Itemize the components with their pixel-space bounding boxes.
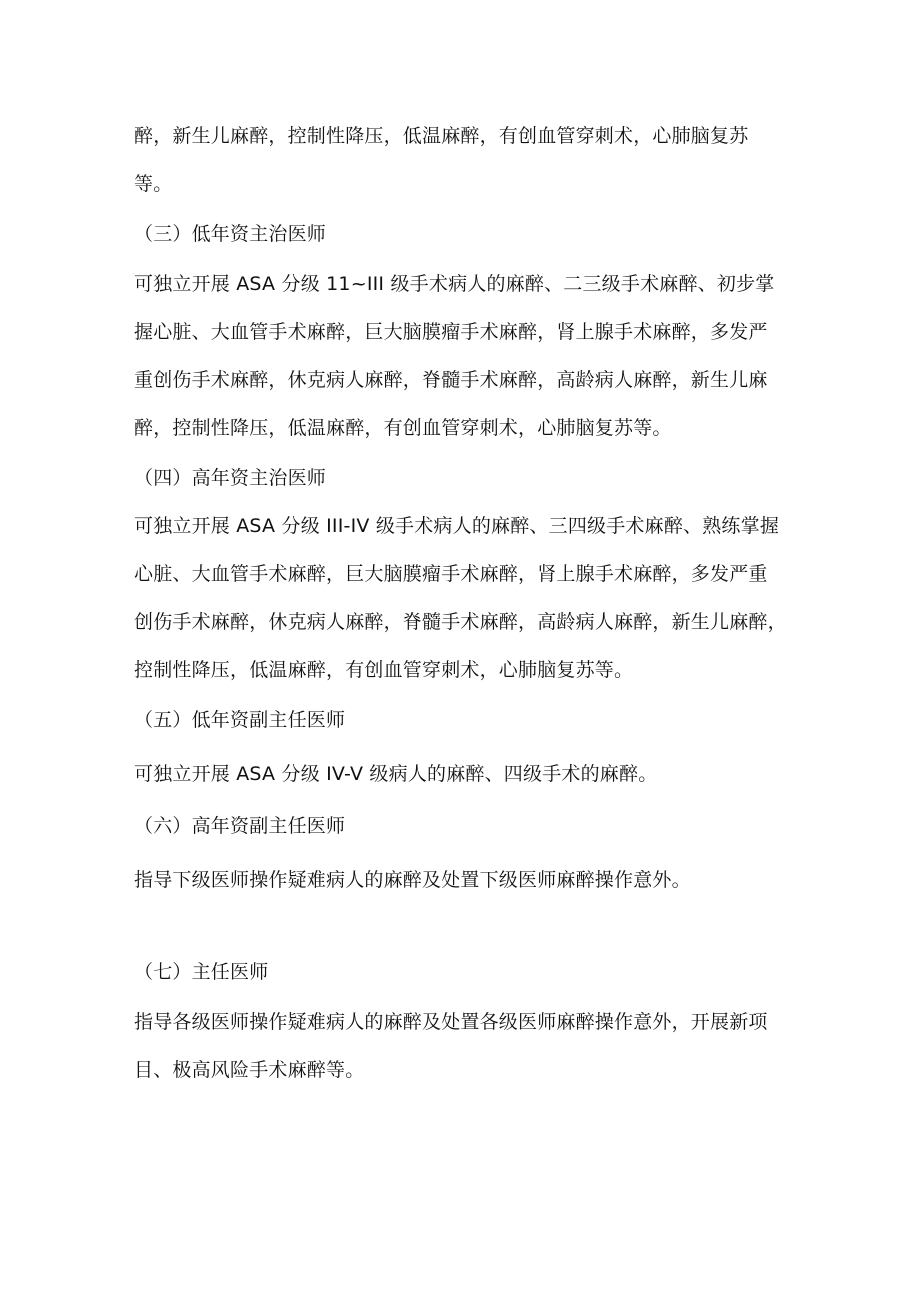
text-line: 握心脏、大血管手术麻醉，巨大脑膜瘤手术麻醉，肾上腺手术麻醉，多发严	[134, 321, 768, 343]
section-heading: （三）低年资主治医师	[134, 223, 327, 245]
text-line: 可独立开展 ASA 分级 11~III 级手术病人的麻醉、二三级手术麻醉、初步掌	[134, 273, 775, 295]
text-line: 心脏、大血管手术麻醉，巨大脑膜瘤手术麻醉，肾上腺手术麻醉，多发严重	[134, 563, 768, 585]
section-heading: （五）低年资副主任医师	[134, 709, 346, 731]
text-line: 控制性降压，低温麻醉，有创血管穿刺术，心肺脑复苏等。	[134, 659, 634, 681]
text-line: 等。	[134, 173, 173, 195]
text-line: 目、极高风险手术麻醉等。	[134, 1059, 365, 1081]
text-line: 指导下级医师操作疑难病人的麻醉及处置下级医师麻醉操作意外。	[134, 869, 691, 891]
text-line: 可独立开展 ASA 分级 III-IV 级手术病人的麻醉、三四级手术麻醉、熟练掌握	[134, 515, 780, 537]
text-line: 可独立开展 ASA 分级 IV-V 级病人的麻醉、四级手术的麻醉。	[134, 763, 658, 785]
text-line: 醉，控制性降压，低温麻醉，有创血管穿刺术，心肺脑复苏等。	[134, 417, 672, 439]
section-heading: （四）高年资主治医师	[134, 467, 327, 489]
section-heading: （六）高年资副主任医师	[134, 815, 346, 837]
text-line: 醉，新生儿麻醉，控制性降压，低温麻醉，有创血管穿刺术，心肺脑复苏	[134, 125, 749, 147]
text-line: 重创伤手术麻醉，休克病人麻醉，脊髓手术麻醉，高龄病人麻醉，新生儿麻	[134, 369, 768, 391]
text-line: 指导各级医师操作疑难病人的麻醉及处置各级医师麻醉操作意外，开展新项	[134, 1011, 768, 1033]
text-line: 创伤手术麻醉，休克病人麻醉，脊髓手术麻醉，高龄病人麻醉，新生儿麻醉，	[134, 611, 787, 633]
section-heading: （七）主任医师	[134, 961, 269, 983]
